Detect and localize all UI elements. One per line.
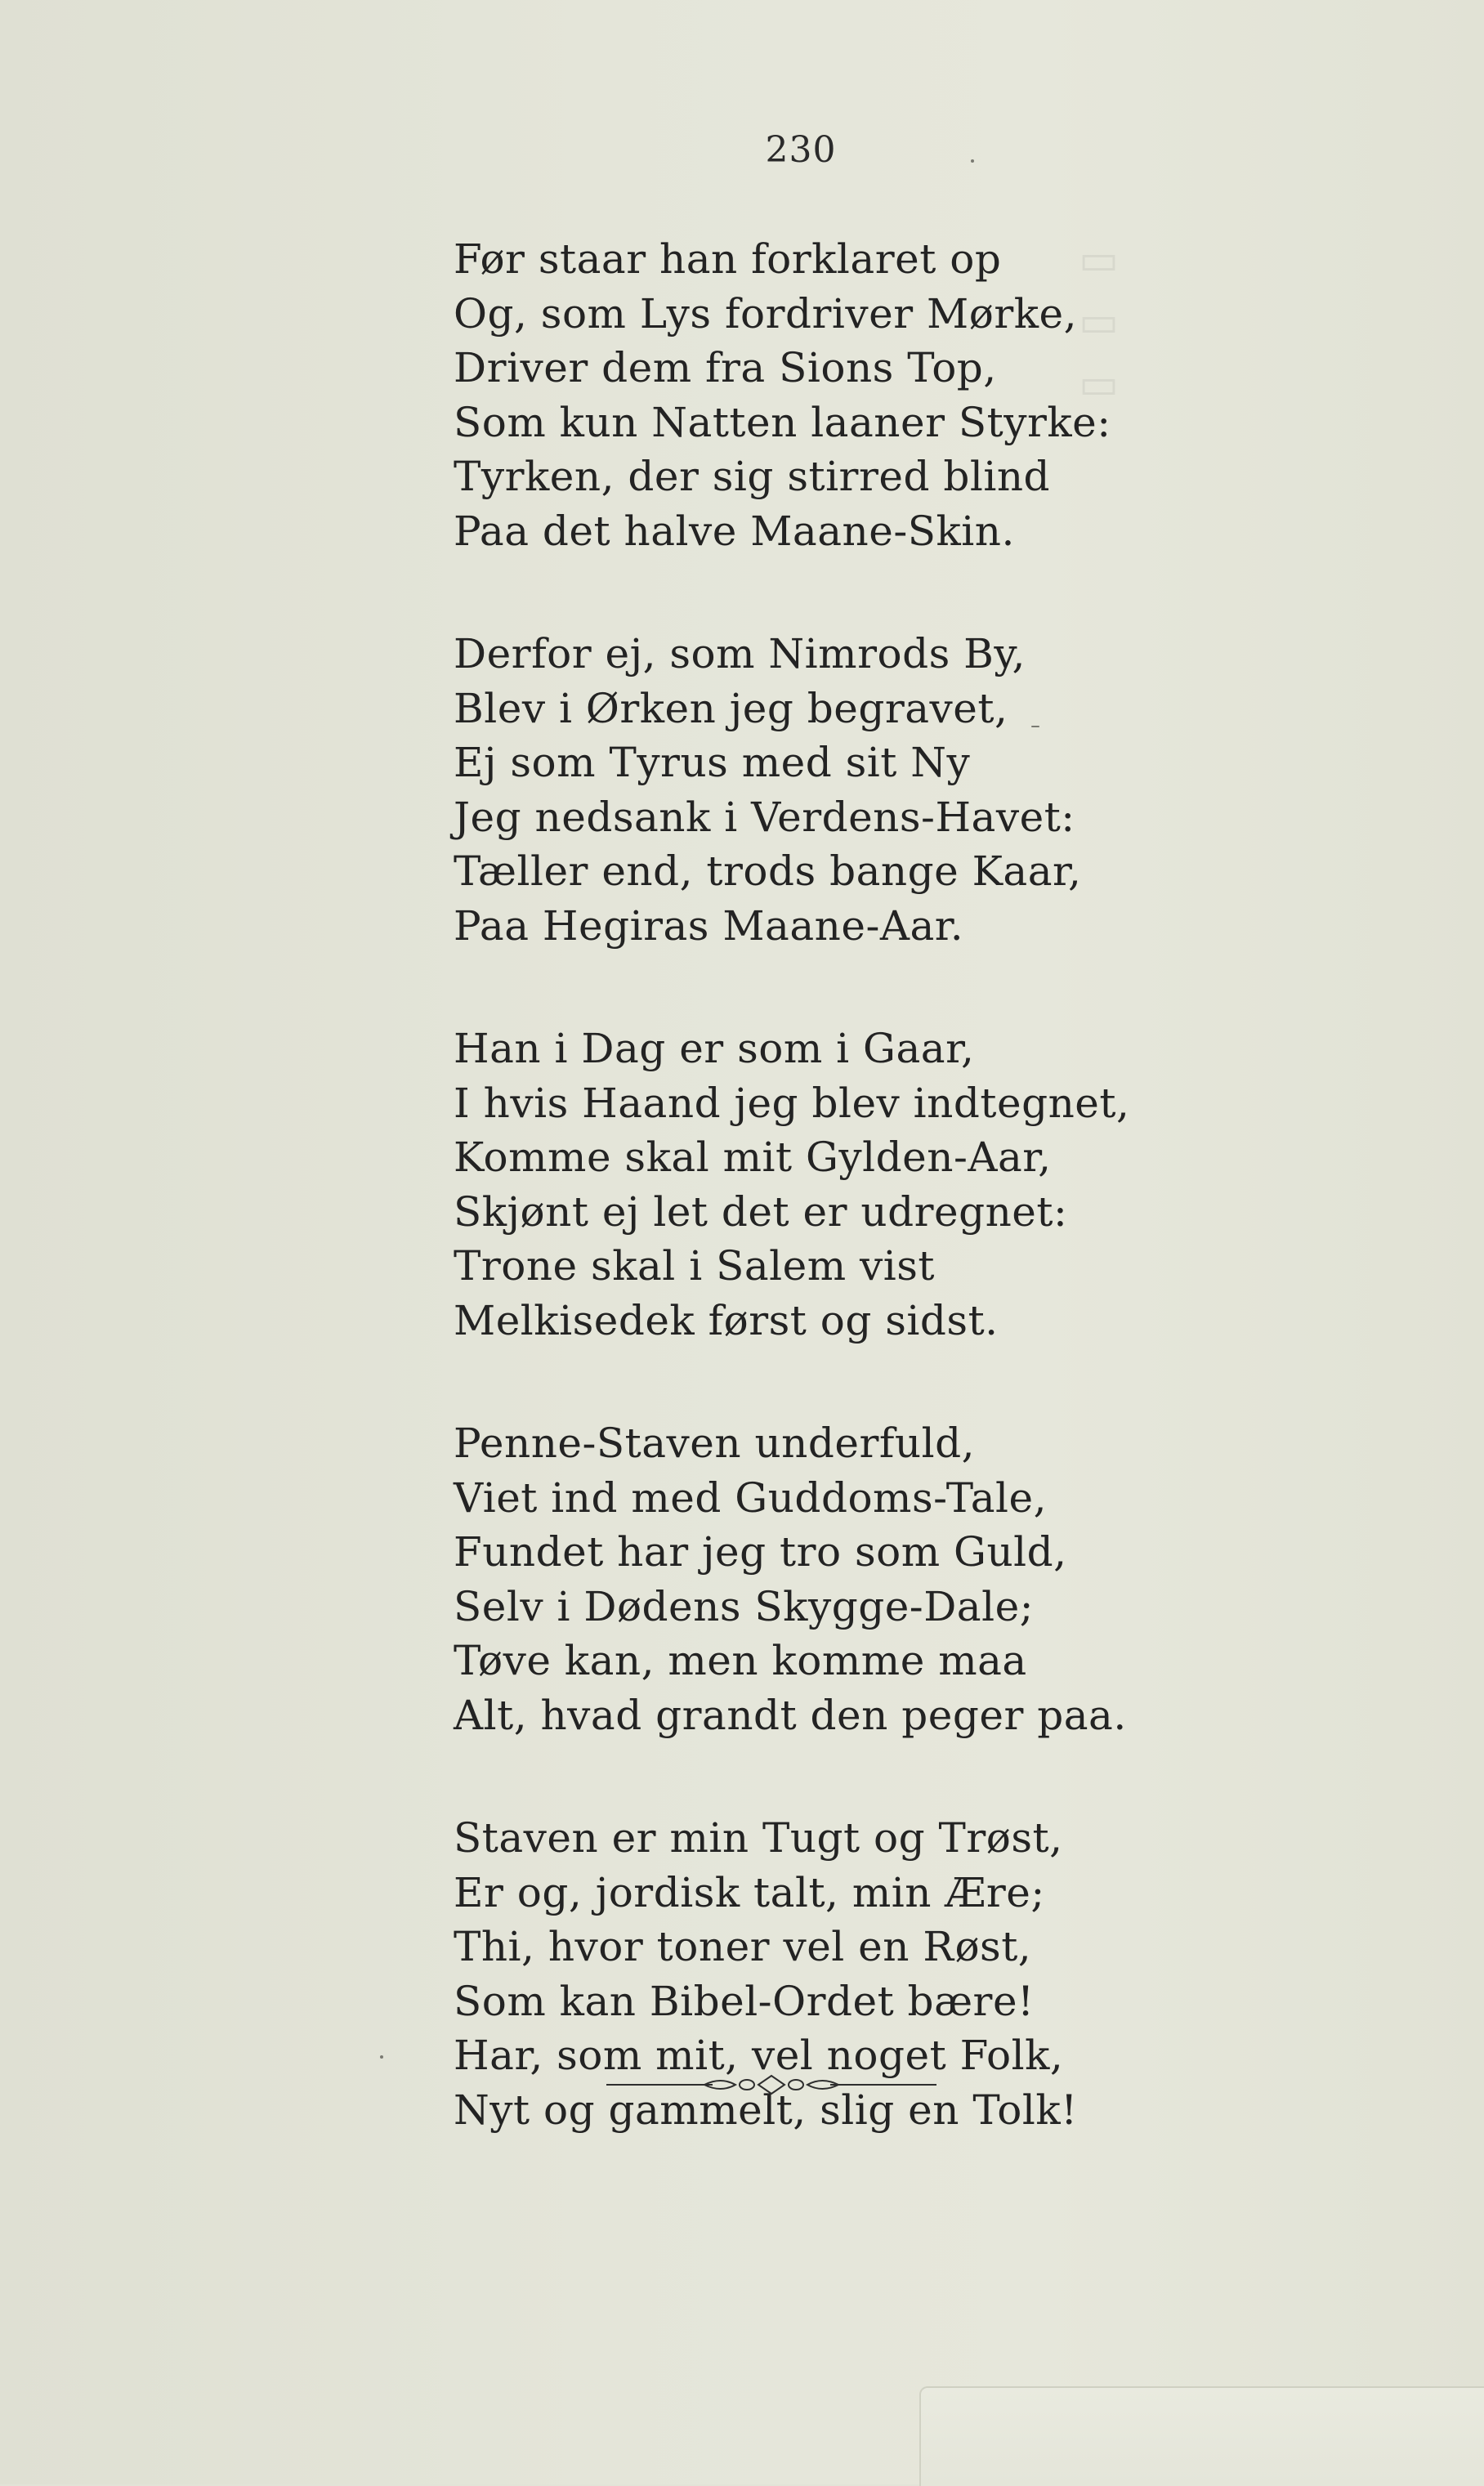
stanza-1 bbox=[454, 232, 1111, 558]
verse-line: Alt, hvad grandt den peger paa. bbox=[454, 1691, 1127, 1739]
verse-line: Før staar han forklaret op bbox=[454, 235, 1002, 283]
verse-line: Paa det halve Maane-Skin. bbox=[454, 507, 1015, 555]
verse-line: Tyrken, der sig stirred blind bbox=[454, 453, 1051, 500]
verse-line: Driver dem fra Sions Top, bbox=[454, 344, 997, 391]
verse-line: Skjønt ej let det er udregnet: bbox=[454, 1187, 1068, 1236]
verse-line: Melkisedek først og sidst. bbox=[454, 1296, 999, 1344]
verse-line: Har, som mit, vel noget Folk, bbox=[454, 2032, 1064, 2079]
verse-line: I hvis Haand jeg blev indtegnet, bbox=[454, 1079, 1130, 1127]
verse-line: Thi, hvor toner vel en Røst, bbox=[454, 1923, 1032, 1970]
verse-line: Paa Hegiras Maane-Aar. bbox=[454, 901, 964, 950]
stanza-2 bbox=[454, 627, 1107, 953]
ornament-divider-icon bbox=[606, 2072, 936, 2097]
verse-line: Som kan Bibel-Ordet bære! bbox=[454, 1977, 1035, 2025]
verse-line: Tæller end, trods bange Kaar, bbox=[454, 847, 1082, 895]
stanza-4 bbox=[454, 1416, 1127, 1742]
verse-line: Fundet har jeg tro som Guld, bbox=[454, 1528, 1067, 1576]
verse-line: Viet ind med Guddoms-Tale, bbox=[454, 1473, 1047, 1522]
paper-speck bbox=[971, 159, 974, 163]
verse-line: Nyt og gammelt, slig en Tolk! bbox=[454, 2086, 1078, 2134]
verse-line: Og, som Lys fordriver Mørke, bbox=[454, 289, 1077, 338]
verse-line: Som kun Natten laaner Styrke: bbox=[454, 398, 1111, 446]
verse-line: Selv i Dødens Skygge-Dale; bbox=[454, 1582, 1035, 1630]
paper-speck bbox=[1031, 726, 1039, 727]
verse-line: Er og, jordisk talt, min Ære; bbox=[454, 1868, 1045, 1916]
paper-speck bbox=[380, 2055, 383, 2059]
show-through-texture: ▭ ▭ ▭ bbox=[1079, 235, 1120, 409]
verse-line: Komme skal mit Gylden-Aar, bbox=[454, 1133, 1052, 1181]
verse-line: Derfor ej, som Nimrods By, bbox=[454, 630, 1026, 677]
poem bbox=[454, 232, 1130, 2137]
verse-line: Han i Dag er som i Gaar, bbox=[454, 1025, 975, 1072]
verse-line: Jeg nedsank i Verdens-Havet: bbox=[454, 793, 1075, 841]
page-crease bbox=[919, 2386, 1484, 2486]
verse-line: Trone skal i Salem vist bbox=[454, 1242, 936, 1290]
stanza-3 bbox=[454, 1022, 1130, 1348]
verse-line: Tøve kan, men komme maa bbox=[454, 1637, 1027, 1684]
verse-line: Penne-Staven underfuld, bbox=[454, 1420, 975, 1467]
page-number: 230 bbox=[765, 129, 837, 171]
verse-line: Blev i Ørken jeg begravet, bbox=[454, 684, 1008, 732]
verse-line: Staven er min Tugt og Trøst, bbox=[454, 1814, 1063, 1862]
verse-line: Ej som Tyrus med sit Ny bbox=[454, 739, 971, 786]
